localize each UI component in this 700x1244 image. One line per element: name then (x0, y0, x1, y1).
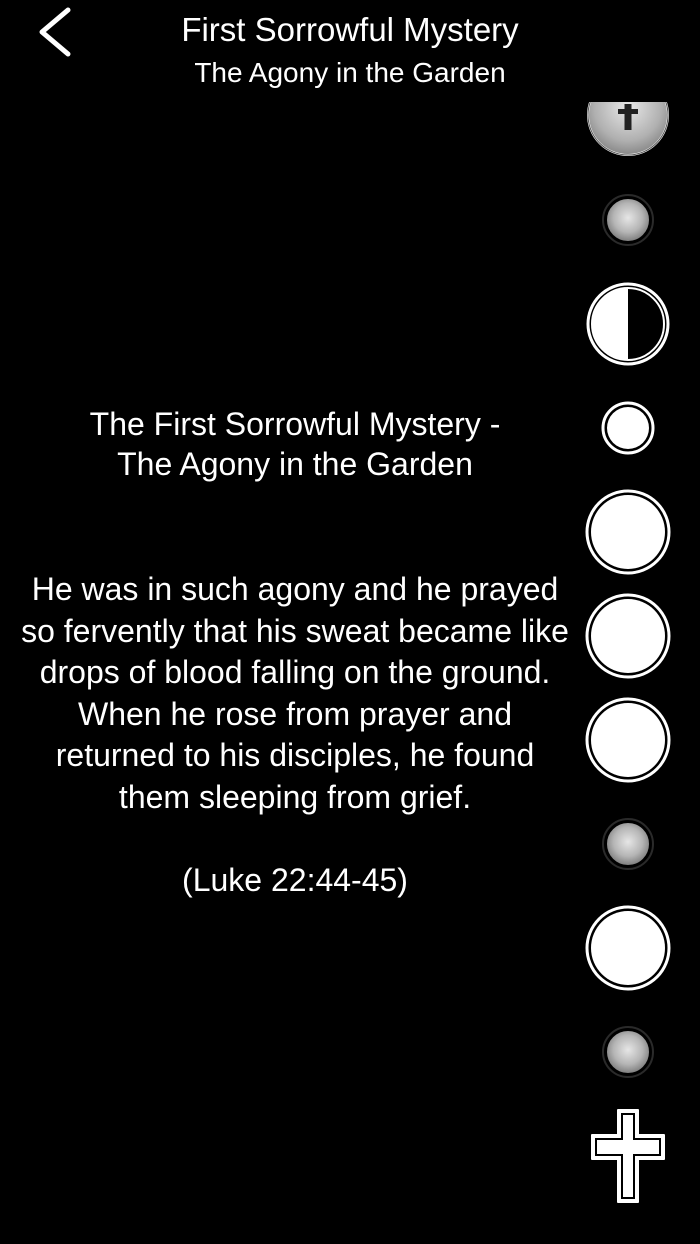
large-white-bead[interactable] (587, 699, 669, 781)
small-gray-bead[interactable] (603, 195, 653, 245)
page-title: First Sorrowful Mystery (181, 11, 519, 48)
large-white-bead[interactable] (587, 595, 669, 677)
scripture-passage: He was in such agony and he prayed so fervently that his sweat became like drops of blood falling on the ground. When he rose from prayer and returned to his disciples, he found them sleeping from grief. (21, 571, 569, 815)
cross-icon[interactable] (592, 1110, 664, 1202)
large-white-bead[interactable] (587, 491, 669, 573)
half-filled-bead[interactable] (588, 284, 668, 364)
mystery-heading: The First Sorrowful Mystery - The Agony in the Garden (89, 406, 501, 482)
small-gray-bead[interactable] (603, 819, 653, 869)
small-gray-bead[interactable] (603, 1027, 653, 1077)
small-white-bead[interactable] (603, 403, 653, 453)
page-subtitle: The Agony in the Garden (194, 57, 506, 88)
chevron-left-icon (28, 4, 84, 60)
meditation-content (0, 404, 590, 902)
rosary-beads-svg (580, 0, 680, 1244)
rosary-bead-strip[interactable] (580, 0, 680, 1244)
back-button[interactable] (28, 4, 84, 60)
large-white-bead[interactable] (587, 907, 669, 989)
scripture-citation: (Luke 22:44-45) (182, 862, 408, 898)
